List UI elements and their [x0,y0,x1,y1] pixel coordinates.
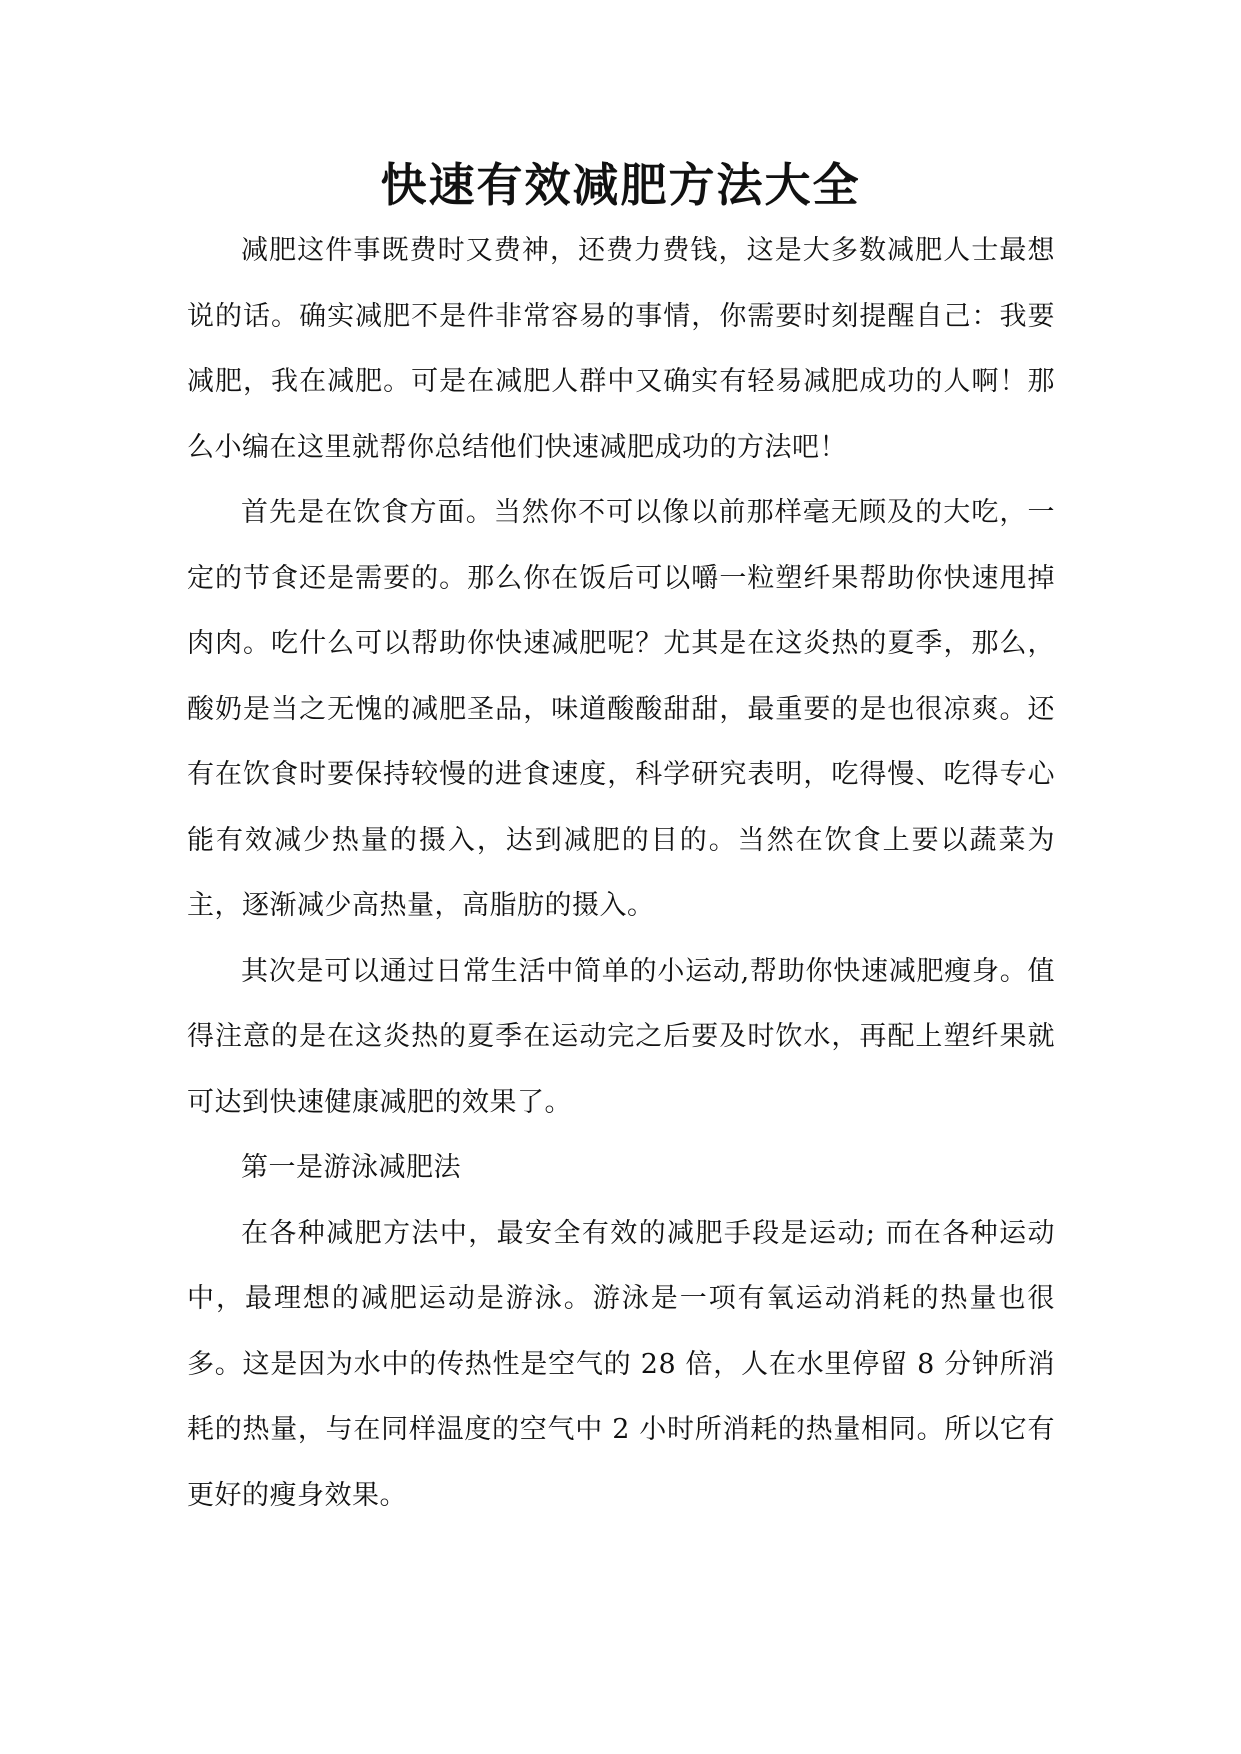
paragraph-swimming: 在各种减肥方法中，最安全有效的减肥手段是运动; 而在各种运动中，最理想的减肥运动是游泳。游泳是一项有氧运动消耗的热量也很多。这是因为水中的传热性是空气的 28 倍，人在水里停留 8 分钟所消耗的热量，与在同样温度的空气中 2 小时所消耗的热量相同。所以它有更好的瘦身效果。 [187,1217,1055,1511]
paragraph-diet: 首先是在饮食方面。当然你不可以像以前那样毫无顾及的大吃，一定的节食还是需要的。那么你在饭后可以嚼一粒塑纤果帮助你快速甩掉肉肉。吃什么可以帮助你快速减肥呢？尤其是在这炎热的夏季，那么，酸奶是当之无愧的减肥圣品，味道酸酸甜甜，最重要的是也很凉爽。还有在饮食时要保持较慢的进食速度，科学研究表明，吃得慢、吃得专心能有效减少热量的摄入，达到减肥的目的。当然在饮食上要以蔬菜为主，逐渐减少高热量，高脂肪的摄入。 [187,497,1055,921]
section-heading-swimming: 第一是游泳减肥法 [241,1152,461,1183]
paragraph-exercise: 其次是可以通过日常生活中简单的小运动,帮助你快速减肥瘦身。值得注意的是在这炎热的夏季在运动完之后要及时饮水，再配上塑纤果就可达到快速健康减肥的效果了。 [187,955,1055,1118]
document-title: 快速有效减肥方法大全 [380,158,861,212]
paragraph-intro: 减肥这件事既费时又费神，还费力费钱，这是大多数减肥人士最想说的话。确实减肥不是件非常容易的事情，你需要时刻提醒自己：我要减肥，我在减肥。可是在减肥人群中又确实有轻易减肥成功的人啊！那么小编在这里就帮你总结他们快速减肥成功的方法吧！ [187,235,1055,463]
document-body [187,218,1055,1528]
